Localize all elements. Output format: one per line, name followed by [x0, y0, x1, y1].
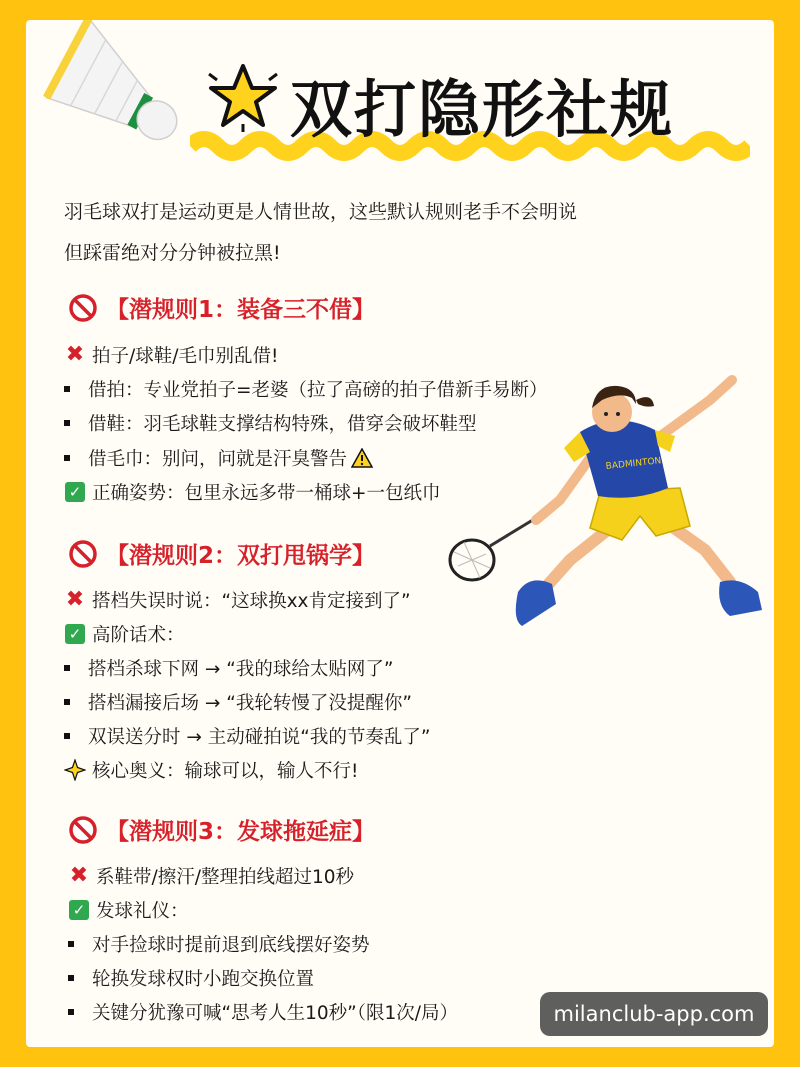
bullet-icon	[68, 941, 74, 947]
cross-mark-icon: ✖	[69, 863, 89, 888]
list-item	[68, 931, 370, 957]
line-text: 借鞋：羽毛球鞋支撑结构特殊，借穿会破坏鞋型	[88, 414, 477, 435]
section-1-heading	[68, 291, 375, 324]
page-title: 双打隐形社规	[290, 73, 675, 146]
line-text: 搭档失误时说：“这球换xx肯定接到了”	[92, 591, 411, 612]
intro-line-2: 但踩雷绝对分分钟被拉黑!	[64, 242, 281, 264]
line-text: 核心奥义：输球可以，输人不行!	[92, 761, 359, 782]
prohibited-icon	[68, 815, 98, 845]
section-1-title: 【潜规则1：装备三不借】	[106, 297, 376, 323]
list-item	[64, 621, 185, 647]
bullet-icon	[64, 386, 70, 392]
intro-line-1: 羽毛球双打是运动更是人情世故，这些默认规则老手不会明说	[64, 201, 578, 223]
list-item	[64, 445, 373, 471]
shuttlecock-icon	[36, 20, 196, 170]
list-item	[64, 655, 393, 681]
line-text: 高阶话术：	[92, 625, 185, 646]
line-text: 搭档杀球下网 → “我的球给太贴网了”	[88, 659, 394, 680]
list-item	[64, 410, 477, 436]
warning-icon	[351, 448, 373, 468]
svg-text:BADMINTON: BADMINTON	[605, 456, 662, 473]
badminton-player-illustration	[440, 370, 780, 650]
cross-mark-icon: ✖	[65, 342, 85, 367]
line-text: 双误送分时 → 主动碰拍说“我的节奏乱了”	[88, 727, 431, 748]
bullet-icon	[68, 975, 74, 981]
bullet-icon	[68, 1009, 74, 1015]
line-text: 正确姿势：包里永远多带一桶球+一包纸巾	[92, 483, 441, 504]
list-item	[64, 587, 411, 613]
section-3-heading	[68, 813, 375, 846]
line-text: 轮换发球权时小跑交换位置	[92, 969, 315, 990]
list-item	[64, 723, 430, 749]
line-text: 拍子/球鞋/毛巾别乱借!	[92, 346, 279, 367]
bullet-icon	[64, 733, 70, 739]
check-mark-icon: ✓	[64, 481, 86, 503]
section-3-title: 【潜规则3：发球拖延症】	[106, 819, 376, 845]
prohibited-icon	[68, 539, 98, 569]
bullet-icon	[64, 665, 70, 671]
line-text: 借拍：专业党拍子=老婆（拉了高磅的拍子借新手易断）	[88, 380, 548, 401]
line-text: 系鞋带/擦汗/整理拍线超过10秒	[96, 867, 355, 888]
list-item	[68, 999, 458, 1025]
check-mark-icon: ✓	[68, 899, 90, 921]
line-text: 搭档漏接后场 → “我轮转慢了没提醒你”	[88, 693, 412, 714]
watermark: milanclub-app.com	[540, 992, 768, 1036]
line-text: 借毛巾：别问，问就是汗臭警告	[88, 449, 348, 470]
line-text: 关键分犹豫可喊“思考人生10秒”（限1次/局）	[92, 1003, 458, 1024]
list-item	[68, 863, 354, 889]
list-item	[64, 342, 278, 368]
list-item	[68, 897, 189, 923]
sparkle-icon	[64, 759, 86, 781]
cross-mark-icon: ✖	[65, 587, 85, 612]
list-item	[64, 479, 441, 505]
bullet-icon	[64, 420, 70, 426]
bullet-icon	[64, 455, 70, 461]
line-text: 发球礼仪：	[96, 901, 189, 922]
list-item	[68, 965, 314, 991]
bullet-icon	[64, 699, 70, 705]
star-icon	[203, 58, 283, 138]
line-text: 对手捡球时提前退到底线摆好姿势	[92, 935, 370, 956]
prohibited-icon	[68, 293, 98, 323]
list-item	[64, 689, 412, 715]
section-2-heading	[68, 537, 375, 570]
list-item	[64, 757, 358, 783]
section-2-title: 【潜规则2：双打甩锅学】	[106, 543, 376, 569]
check-mark-icon: ✓	[64, 623, 86, 645]
